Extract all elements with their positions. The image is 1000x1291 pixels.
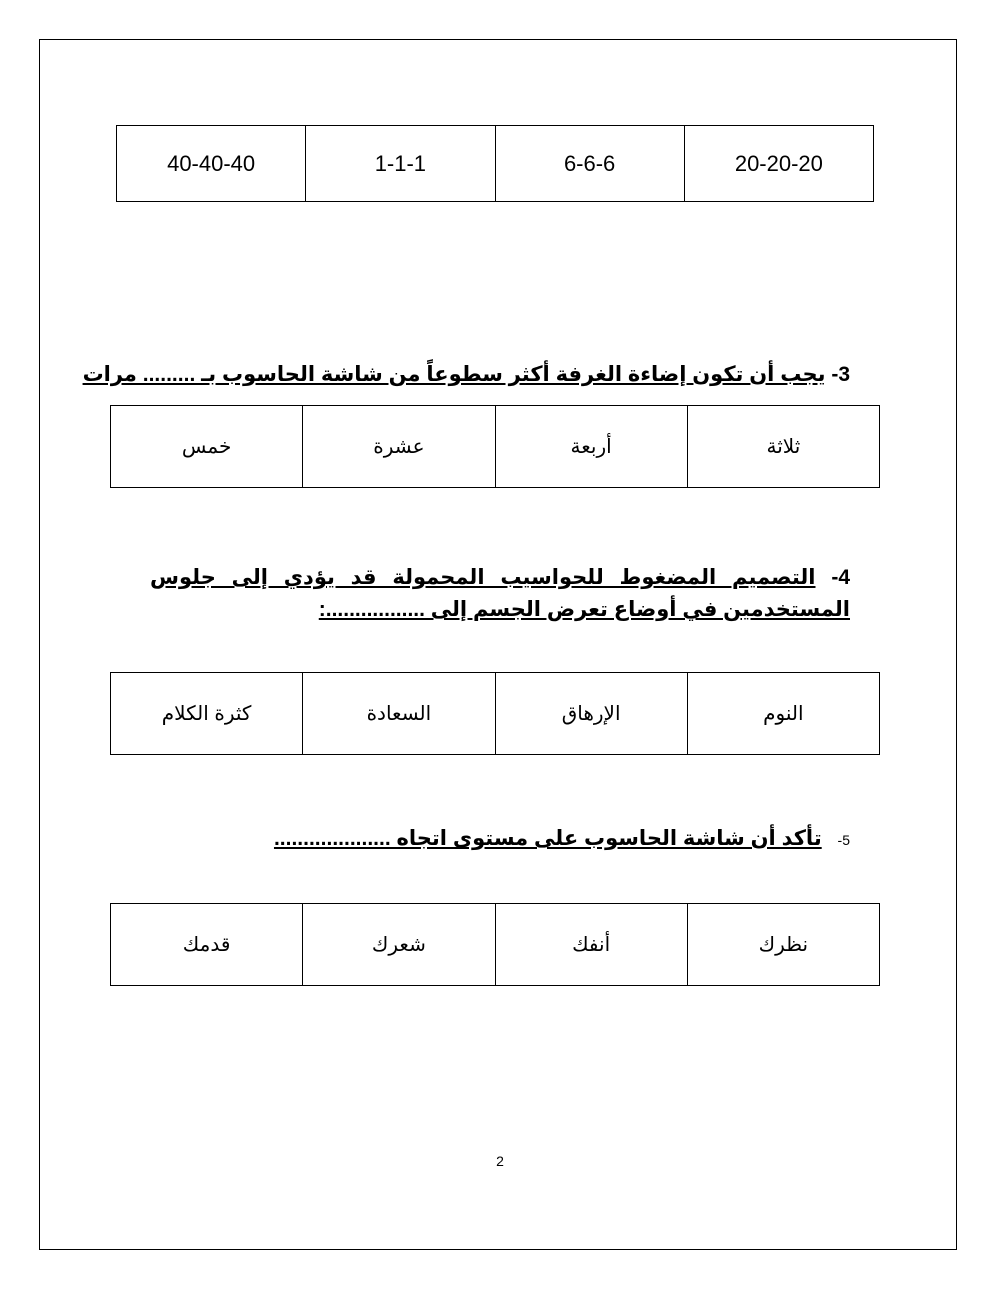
question-number: 4- bbox=[831, 566, 850, 589]
option-cell[interactable]: 6-6-6 bbox=[495, 126, 684, 202]
question-number: 3- bbox=[831, 363, 850, 386]
question-5 bbox=[274, 826, 850, 851]
option-cell[interactable]: عشرة bbox=[303, 406, 495, 488]
options-table-q4 bbox=[110, 672, 880, 755]
option-cell[interactable]: ثلاثة bbox=[687, 406, 879, 488]
table-row bbox=[111, 406, 880, 488]
option-cell[interactable]: أنفك bbox=[495, 904, 687, 986]
question-text: تأكد أن شاشة الحاسوب على مستوى اتجاه .................... bbox=[273, 827, 822, 850]
page-number: 2 bbox=[496, 1153, 504, 1169]
option-cell[interactable]: شعرك bbox=[303, 904, 495, 986]
table-row bbox=[111, 673, 880, 755]
option-cell[interactable]: خمس bbox=[111, 406, 303, 488]
question-number: -5 bbox=[837, 832, 850, 848]
options-table-q5 bbox=[110, 903, 880, 986]
options-table-q3 bbox=[110, 405, 880, 488]
question-3 bbox=[83, 362, 850, 387]
option-cell[interactable]: أربعة bbox=[495, 406, 687, 488]
option-cell[interactable]: كثرة الكلام bbox=[111, 673, 303, 755]
question-text: يجب أن تكون إضاءة الغرفة أكثر سطوعاً من شاشة الحاسوب بـ ......... مرات bbox=[82, 363, 826, 386]
option-cell[interactable]: الإرهاق bbox=[495, 673, 687, 755]
option-cell[interactable]: 40-40-40 bbox=[117, 126, 306, 202]
option-cell[interactable]: قدمك bbox=[111, 904, 303, 986]
question-4 bbox=[150, 562, 850, 626]
page-border bbox=[39, 39, 957, 1250]
table-row bbox=[111, 904, 880, 986]
question-text: التصميم المضغوط للحواسيب المحمولة قد يؤدي إلى جلوس المستخدمين في أوضاع تعرض الجسم إلى .................: bbox=[150, 566, 850, 621]
option-cell[interactable]: السعادة bbox=[303, 673, 495, 755]
option-cell[interactable]: النوم bbox=[687, 673, 879, 755]
options-table-q2 bbox=[116, 125, 874, 202]
table-row bbox=[117, 126, 874, 202]
option-cell[interactable]: 1-1-1 bbox=[306, 126, 495, 202]
option-cell[interactable]: 20-20-20 bbox=[684, 126, 873, 202]
option-cell[interactable]: نظرك bbox=[687, 904, 879, 986]
